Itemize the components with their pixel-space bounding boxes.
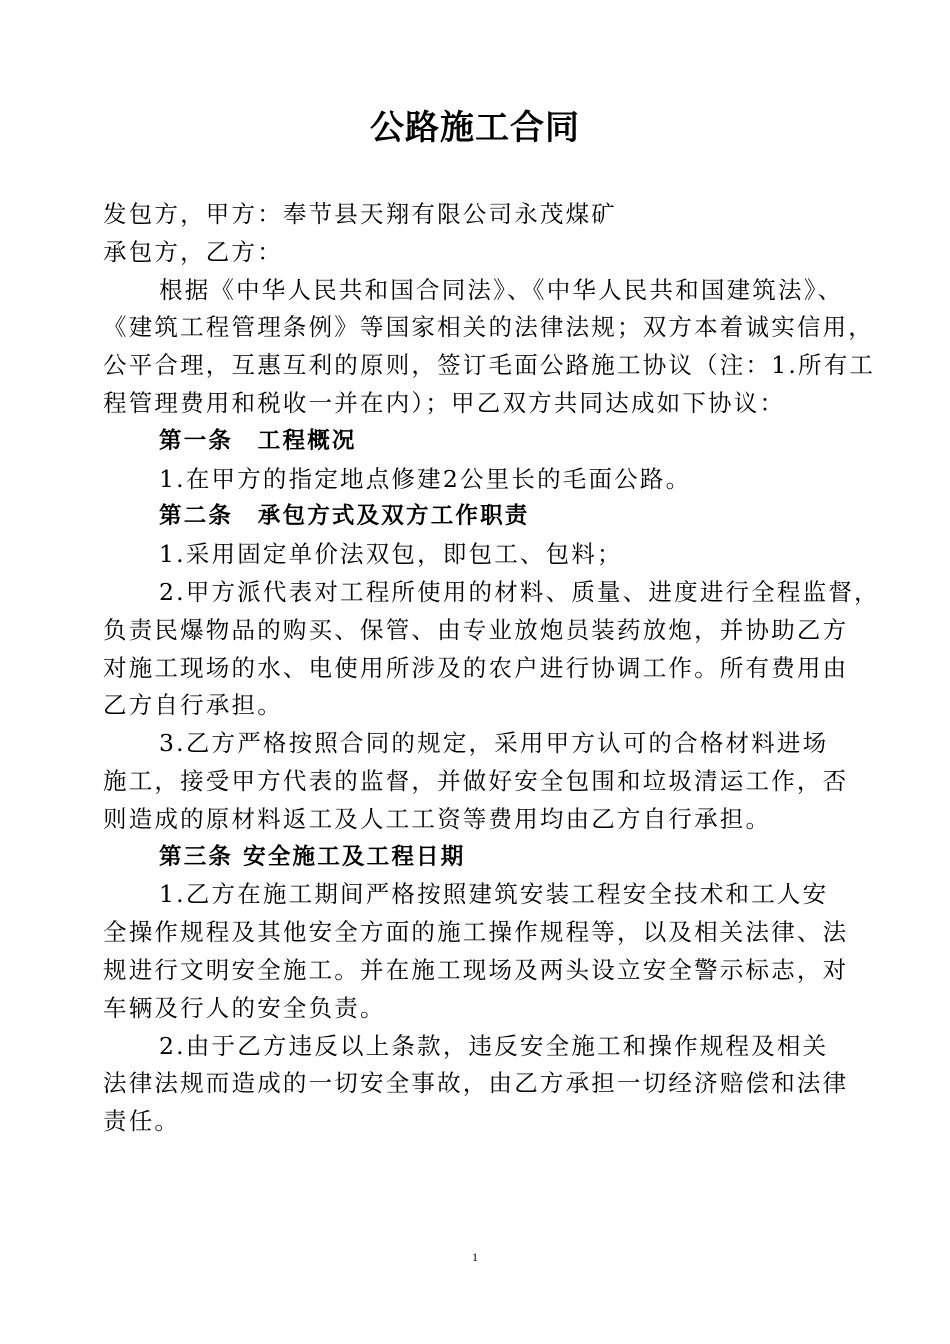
body-line: 法律法规而造成的一切安全事故，由乙方承担一切经济赔偿和法律: [103, 1069, 849, 1098]
body-line: 2.由于乙方违反以上条款，违反安全施工和操作规程及相关: [159, 1031, 829, 1060]
section-heading: 第三条 安全施工及工程日期: [159, 843, 466, 870]
body-line: 发包方，甲方：奉节县天翔有限公司永茂煤矿: [103, 200, 617, 228]
section-heading: 第一条 工程概况: [159, 427, 357, 454]
body-line: 对施工现场的水、电使用所涉及的农户进行协调工作。所有费用由: [103, 653, 849, 682]
body-line: 施工，接受甲方代表的监督，并做好安全包围和垃圾清运工作，否: [103, 766, 849, 795]
body-line: 则造成的原材料返工及人工工资等费用均由乙方自行承担。: [103, 804, 772, 833]
body-line: 1.采用固定单价法双包，即包工、包料；: [159, 540, 623, 569]
page-number: 1: [472, 1250, 478, 1264]
body-line: 承包方，乙方：: [103, 237, 283, 266]
body-line: 乙方自行承担。: [103, 691, 283, 720]
body-line: 负责民爆物品的购买、保管、由专业放炮员装药放炮，并协助乙方: [103, 615, 849, 644]
body-line: 1.乙方在施工期间严格按照建筑安装工程安全技术和工人安: [159, 880, 829, 909]
body-line: 规进行文明安全施工。并在施工现场及两头设立安全警示标志，对: [103, 955, 849, 984]
body-line: 车辆及行人的安全负责。: [103, 993, 386, 1022]
body-line: 全操作规程及其他安全方面的施工操作规程等，以及相关法律、法: [103, 918, 849, 947]
document-title: 公路施工合同: [370, 108, 580, 148]
body-line: 3.乙方严格按照合同的规定，采用甲方认可的合格材料进场: [159, 729, 829, 758]
document-body: [103, 196, 883, 1141]
body-line: 2.甲方派代表对工程所使用的材料、质量、进度进行全程监督，: [159, 577, 880, 606]
body-line: 责任。: [103, 1107, 181, 1136]
body-line: 公平合理，互惠互利的原则，签订毛面公路施工协议（注：1.所有工: [103, 351, 876, 380]
section-heading: 第二条 承包方式及双方工作职责: [159, 503, 530, 530]
body-line: 《建筑工程管理条例》等国家相关的法律法规；双方本着诚实信用，: [103, 313, 874, 342]
body-line: 程管理费用和税收一并在内）；甲乙双方共同达成如下协议：: [103, 388, 786, 417]
body-line: 根据《中华人民共和国合同法》、《中华人民共和国建筑法》、: [159, 275, 844, 304]
body-line: 1.在甲方的指定地点修建2公里长的毛面公路。: [159, 464, 692, 493]
